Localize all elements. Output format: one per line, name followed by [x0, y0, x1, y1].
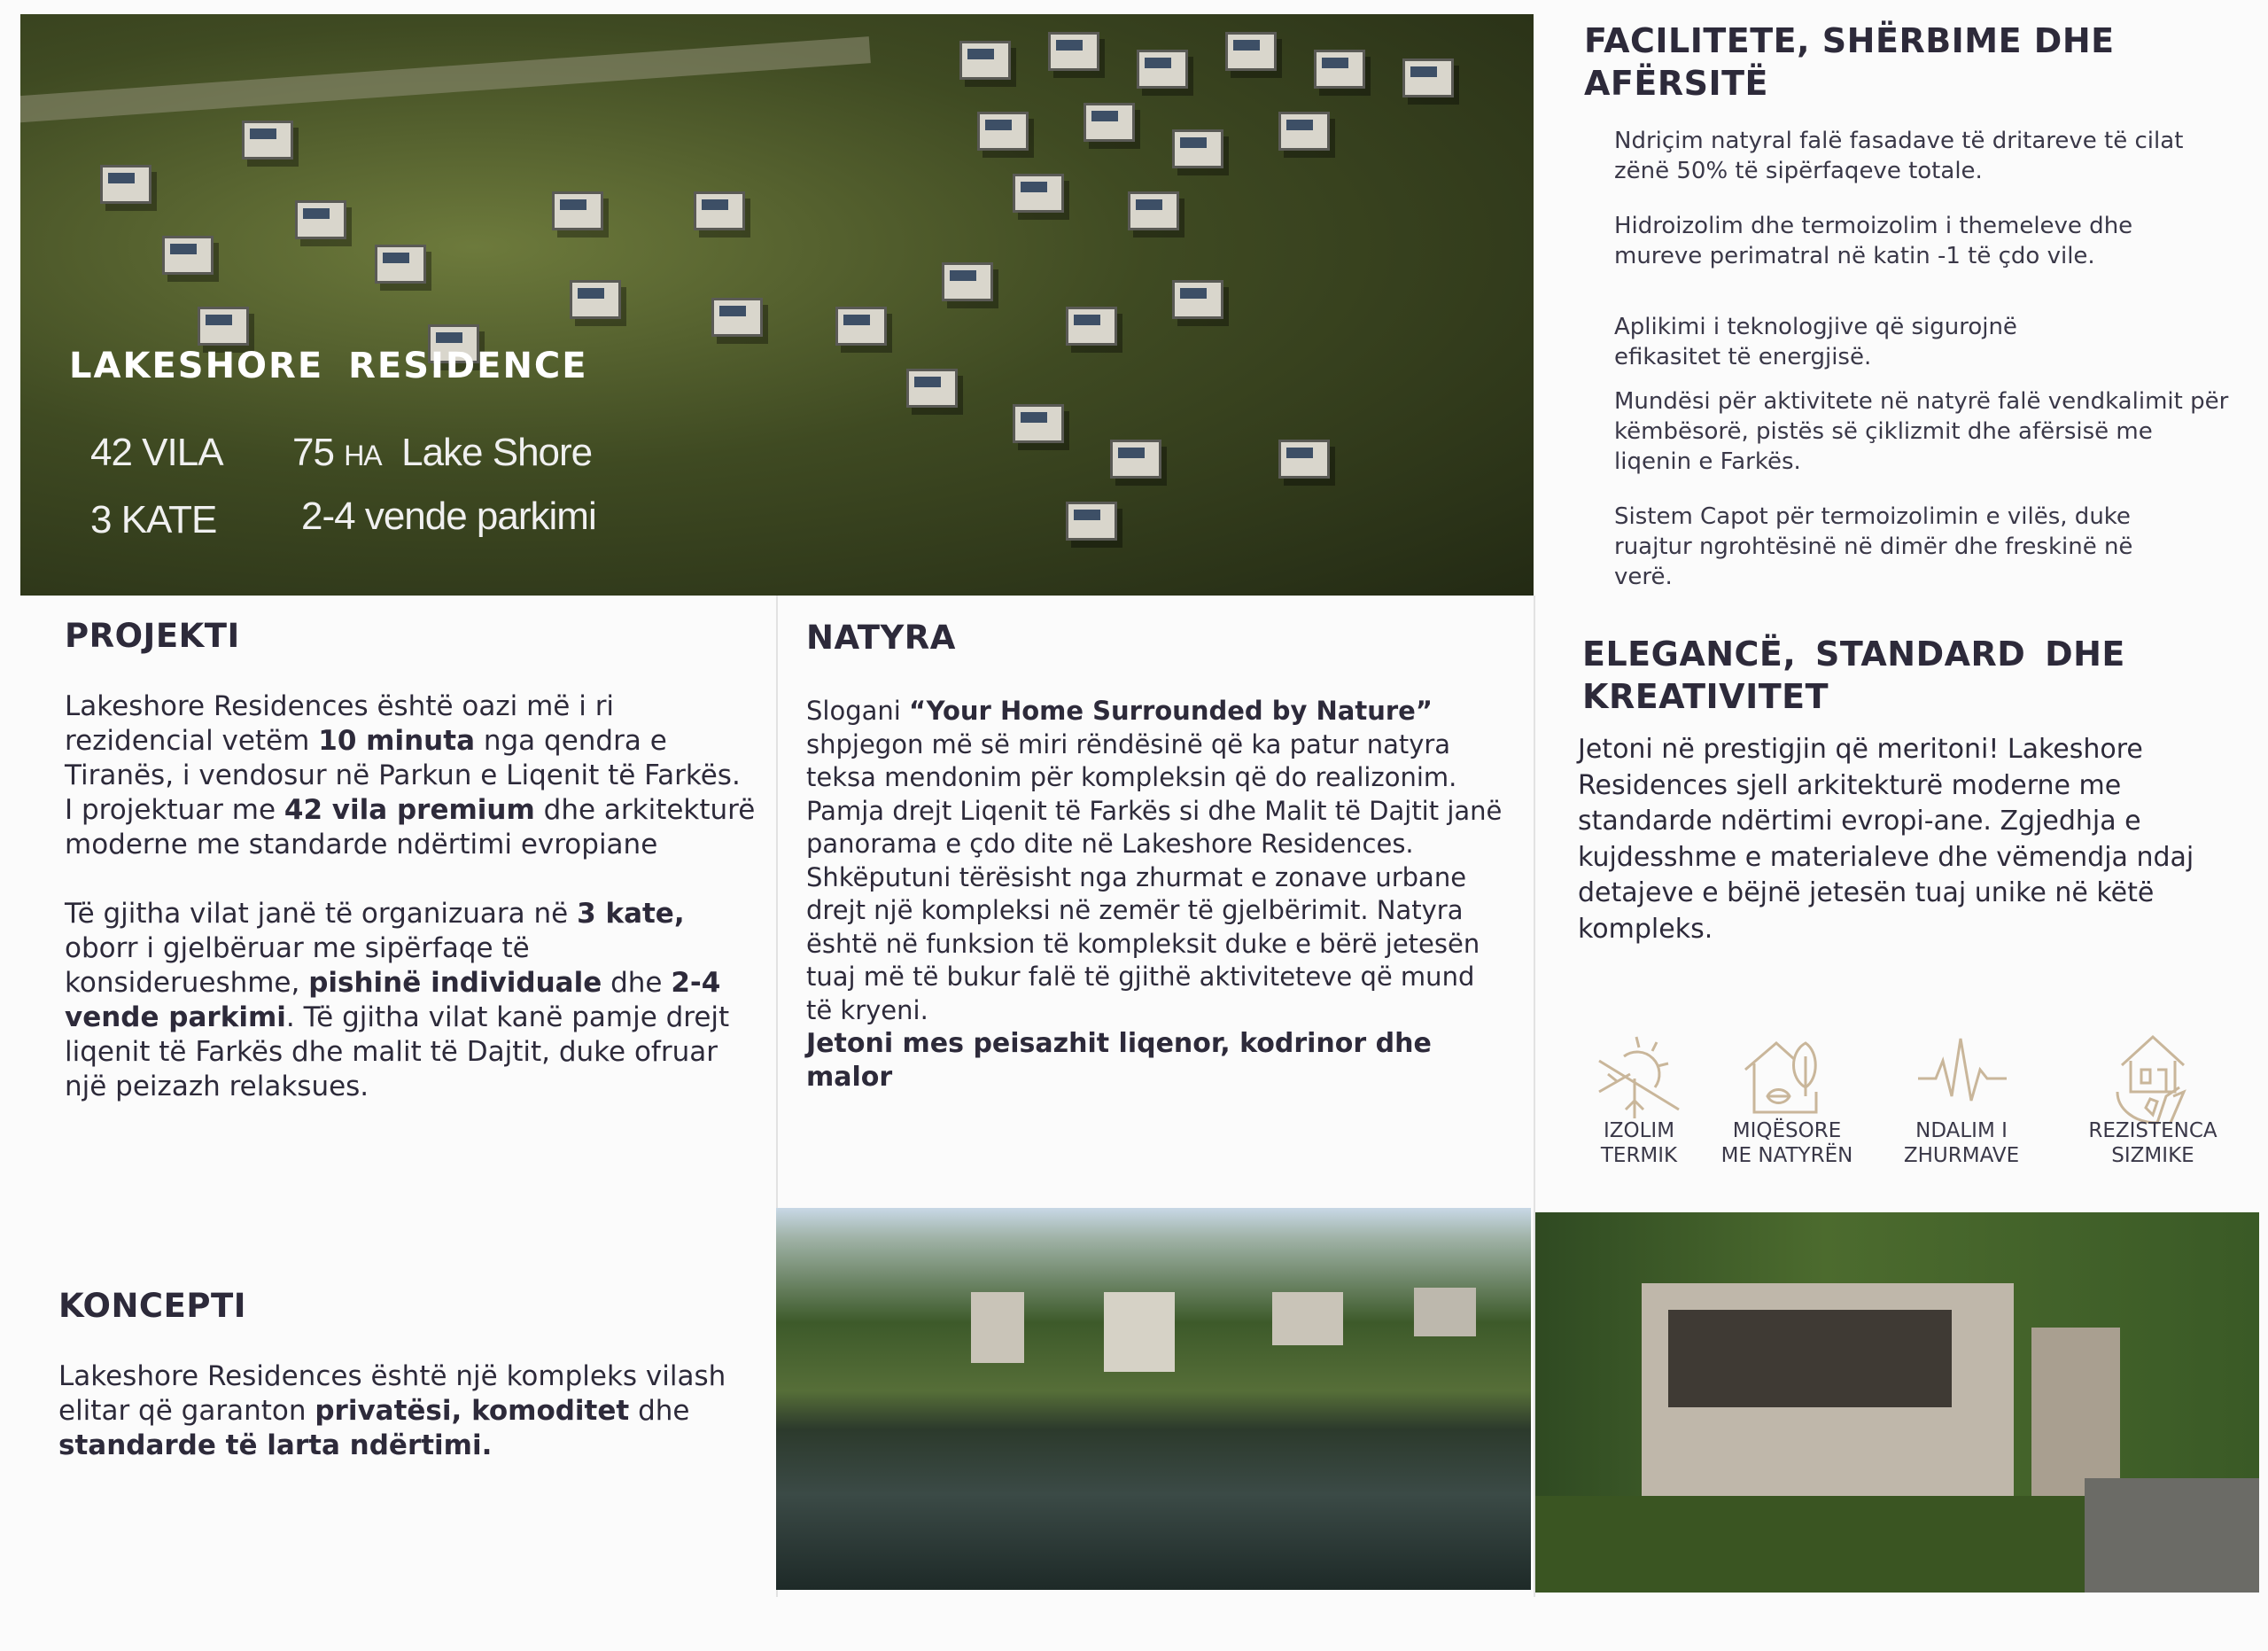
natyra-text: Slogani “Your Home Surrounded by Nature” shpjegon më së miri rëndësinë që ka patur natyra teksa mendonim për kompleksin që do realizonim. Pamja drejt Liqenit të Farkës si dhe Malit të Dajtit janë panorama e çdo dite në Lakeshore Residences. Shkëputuni tërësisht nga zhurmat e zonave urbane drejt një kompleksi në zemër të gjelbërimit. Natyra është në funksion të kompleksit duke e bërë jetesën tuaj më të bukur falë të gjithë aktiviteteve që mund të kryeni. Jetoni mes peisazhit liqenor, kodrinor dhe malor: [806, 696, 1503, 1093]
facility-item: Ndriçim natyral falë fasadave të dritareve të cilat zënë 50% të sipërfaqeve totale.: [1614, 128, 2184, 184]
house-leaf-icon: [1736, 1030, 1834, 1127]
stat-area: 75 HA Lake Shore: [292, 431, 593, 474]
facility-item: Mundësi për aktivitete në natyrë falë vendkalimit për këmbësorë, pistës së çiklizmit dhe afërsisë me liqenin e Farkës.: [1614, 388, 2229, 475]
feature-label: REZISTENCA SIZMIKE: [2088, 1119, 2218, 1167]
stat-parking: 2-4 vende parkimi: [301, 495, 596, 538]
sun-snowflake-icon: [1590, 1030, 1688, 1127]
elegance-text: Jetoni në prestigjin që meritoni! Lakeshore Residences sjell arkitekturë moderne me standarde ndërtimi evropi-ane. Zgjedhja e kujdesshme e materialeve dhe vëmendja ndaj detajeve e bëjnë jetesën tuaj unike në këtë kompleks.: [1578, 734, 2194, 945]
elegance-heading: ELEGANCË, STANDARD DHE KREATIVITET: [1582, 635, 2125, 716]
stat-floors: 3 KATE: [90, 498, 217, 541]
facility-item: Aplikimi i teknologjive që sigurojnë efikasitet të energjisë.: [1614, 314, 2017, 370]
house-earthquake-icon: [2104, 1030, 2202, 1127]
hero-aerial-image: [20, 14, 1534, 596]
facility-item: Sistem Capot për termoizolimin e vilës, duke ruajtur ngrohtësinë në dimër dhe freskinë në verë.: [1614, 503, 2133, 590]
projekti-heading: PROJEKTI: [65, 617, 240, 655]
koncepti-heading: KONCEPTI: [58, 1287, 246, 1325]
stat-villas: 42 VILA: [90, 431, 223, 474]
natyra-heading: NATYRA: [806, 619, 956, 657]
facility-item: Hidroizolim dhe termoizolim i themeleve dhe mureve perimatral në katin -1 të çdo vile.: [1614, 213, 2133, 269]
feature-label: NDALIM I ZHURMAVE: [1903, 1119, 2020, 1167]
hero-title: LAKESHORE RESIDENCE: [69, 346, 588, 386]
facilitete-heading: FACILITETE, SHËRBIME DHE AFËRSITË: [1584, 21, 2115, 103]
soundwave-icon: [1914, 1030, 2011, 1127]
feature-label: IZOLIM TERMIK: [1600, 1119, 1678, 1167]
koncepti-text: Lakeshore Residences është një kompleks vilash elitar që garanton privatësi, komoditet dhe standarde të larta ndërtimi.: [58, 1360, 726, 1461]
lake-villas-photo: [776, 1208, 1531, 1590]
villa-render-photo: [1535, 1212, 2259, 1593]
feature-label: MIQËSORE ME NATYRËN: [1720, 1119, 1853, 1167]
projekti-text: Lakeshore Residences është oazi më i ri rezidencial vetëm 10 minuta nga qendra e Tiranës, i vendosur në Parkun e Liqenit të Farkës. I projektuar me 42 vila premium dhe arkitekturë moderne me standarde ndërtimi evropiane Të gjitha vilat janë të organizuara në 3 kate, oborr i gjelbëruar me sipërfaqe të konsiderueshme, pishinë individuale dhe 2-4 vende parkimi. Të gjitha vilat kanë pamje drejt liqenit të Farkës dhe malit të Dajtit, duke ofruar një peizazh relaksues.: [65, 690, 756, 1102]
